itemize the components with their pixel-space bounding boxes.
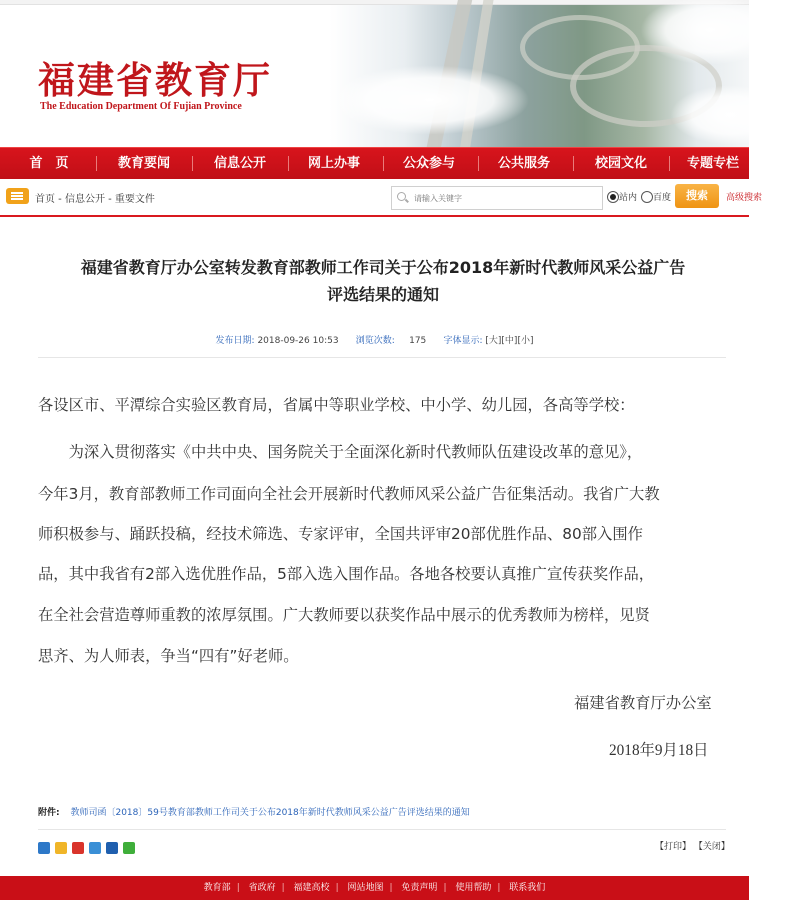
site-logo-title[interactable]: 福建省教育厅 xyxy=(38,58,272,102)
attachment-label: 附件: xyxy=(38,808,60,818)
publish-date: 2018-09-26 10:53 xyxy=(257,336,339,346)
nav-item-special-topics[interactable]: 专题专栏 xyxy=(686,156,739,171)
close-button[interactable]: 【关闭】 xyxy=(693,842,730,852)
signature: 福建省教育厅办公室 xyxy=(574,694,712,712)
footer-link-gov[interactable]: 省政府 xyxy=(248,883,276,893)
nav-item-news[interactable]: 教育要闻 xyxy=(117,156,170,171)
footer-links: 教育部 | 省政府 | 福建高校 | 网站地图 | 免责声明 | 使用帮助 | 联系我们 xyxy=(0,876,749,900)
breadcrumb[interactable]: 首页 - 信息公开 - 重要文件 xyxy=(35,194,155,205)
wechat-icon[interactable] xyxy=(123,842,135,854)
footer-link-universities[interactable]: 福建高校 xyxy=(293,883,330,893)
footer-link-moe[interactable]: 教育部 xyxy=(203,883,231,893)
salutation: 各设区市、平潭综合实验区教育局，省属中等职业学校、中小学、幼儿园，各高等学校： xyxy=(38,396,635,414)
site-logo-subtitle: The Education Department Of Fujian Province xyxy=(40,101,242,112)
divider xyxy=(38,829,726,830)
star-icon[interactable] xyxy=(55,842,67,854)
body-line: 为深入贯彻落实《中共中央、国务院关于全面深化新时代教师队伍建设改革的意见》， xyxy=(38,443,643,461)
radio-baidu[interactable] xyxy=(641,191,653,203)
body-line: 在全社会营造尊师重教的浓厚氛围。广大教师要以获奖作品中展示的优秀教师为榜样，见贤 xyxy=(38,606,650,624)
font-size-medium[interactable]: [中] xyxy=(501,336,518,346)
font-size-label: 字体显示: xyxy=(443,336,483,346)
nav-item-campus-culture[interactable]: 校园文化 xyxy=(594,156,647,171)
font-size-small[interactable]: [小] xyxy=(517,336,534,346)
nav-item-public-service[interactable]: 公共服务 xyxy=(497,156,550,171)
body-line: 思齐、为人师表，争当“四有”好老师。 xyxy=(38,647,299,665)
body-line: 今年3月，教育部教师工作司面向全社会开展新时代教师风采公益广告征集活动。我省广大教 xyxy=(38,485,660,503)
radio-baidu-label: 百度 xyxy=(653,193,672,203)
article-meta xyxy=(0,333,749,346)
attachment xyxy=(38,805,470,818)
signature-date: 2018年9月18日 xyxy=(609,742,709,759)
breadcrumb-bar xyxy=(0,179,763,217)
qzone-icon[interactable] xyxy=(38,842,50,854)
view-count-label: 浏览次数: xyxy=(355,336,395,346)
article-title-line2: 评选结果的通知 xyxy=(326,285,439,304)
search-field[interactable] xyxy=(391,186,603,210)
renren-icon[interactable] xyxy=(106,842,118,854)
font-size-large[interactable]: [大] xyxy=(485,336,502,346)
nav-item-home[interactable]: 首 页 xyxy=(29,156,69,171)
article-title xyxy=(38,254,728,308)
footer-link-contact[interactable]: 联系我们 xyxy=(509,883,546,893)
radio-site[interactable] xyxy=(607,191,619,203)
nav-item-online-service[interactable]: 网上办事 xyxy=(307,156,360,171)
advanced-search-link[interactable]: 高级搜索 xyxy=(726,193,763,203)
article-title-line1: 福建省教育厅办公室转发教育部教师工作司关于公布2018年新时代教师风采公益广告 xyxy=(80,258,686,277)
nav-item-public-participation[interactable]: 公众参与 xyxy=(402,156,455,171)
search-button[interactable]: 搜索 xyxy=(675,184,719,208)
print-button[interactable]: 【打印】 xyxy=(655,842,692,852)
list-icon xyxy=(6,188,29,204)
search-icon xyxy=(397,192,406,201)
footer-link-disclaimer[interactable]: 免责声明 xyxy=(401,883,438,893)
body-line: 师积极参与、踊跃投稿，经技术筛选、专家评审，全国共评审20部优胜作品、80部入围作 xyxy=(38,525,643,543)
print-close-actions xyxy=(655,839,730,852)
weibo-icon[interactable] xyxy=(72,842,84,854)
attachment-link[interactable]: 教师司函〔2018〕59号教育部教师工作司关于公布2018年新时代教师风采公益广告评选结果的通知 xyxy=(70,808,470,818)
nav-item-info-public[interactable]: 信息公开 xyxy=(213,156,266,171)
tencent-weibo-icon[interactable] xyxy=(89,842,101,854)
main-nav xyxy=(0,147,749,179)
footer-link-help[interactable]: 使用帮助 xyxy=(455,883,492,893)
divider xyxy=(38,357,726,358)
view-count: 175 xyxy=(409,336,427,346)
radio-site-label: 站内 xyxy=(619,193,638,203)
site-header xyxy=(0,5,749,147)
search-input[interactable] xyxy=(412,189,596,207)
body-line: 品，其中我省有2部入选优胜作品，5部入选入围作品。各地各校要认真推广宣传获奖作品， xyxy=(38,565,655,583)
footer-link-sitemap[interactable]: 网站地图 xyxy=(347,883,384,893)
publish-date-label: 发布日期: xyxy=(215,336,255,346)
